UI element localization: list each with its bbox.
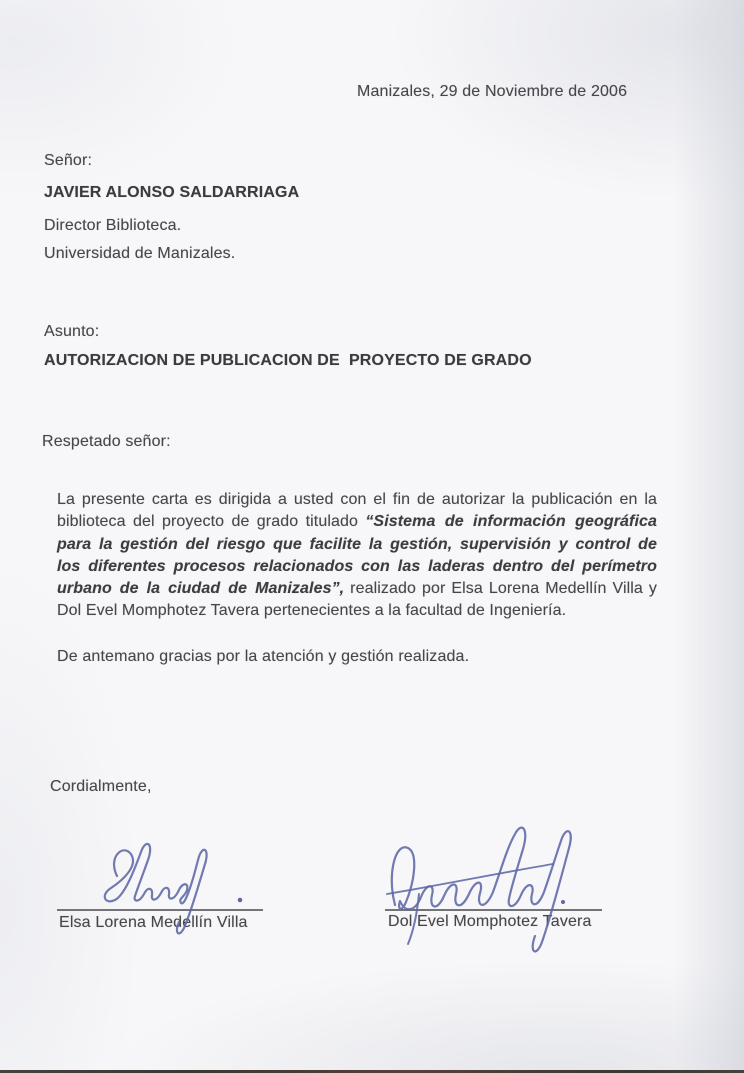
signature-name-1: Elsa Lorena Medellín Villa (59, 914, 248, 931)
body-text-segment-bold-italic: “Sistema de información geográfica para la gestión del riesgo que facilite la gestión, supervisión y control de los diferentes procesos relacionados con las laderas dentro del perímetro urbano de la ciudad de Manizales”, (57, 513, 657, 598)
date-line: Manizales, 29 de Noviembre de 2006 (357, 83, 628, 100)
addressee-salutation: Señor: (44, 152, 93, 169)
addressee-institution: Universidad de Manizales. (44, 245, 236, 262)
subject-label: Asunto: (44, 323, 100, 340)
body-text-segment-normal: La presente carta es dirigida a usted con el fin de autorizar la publicación en la biblioteca del proyecto de grado titulado (57, 491, 657, 531)
handwritten-signature-2 (375, 820, 615, 960)
addressee-title: Director Biblioteca. (44, 217, 182, 234)
body-paragraph (57, 489, 657, 623)
body-text-segment-normal: realizado por Elsa Lorena Medellín Villa y Dol Evel Momphotez Tavera pertenecientes a la facultad de Ingeniería. (57, 580, 657, 620)
addressee-name: JAVIER ALONSO SALDARRIAGA (44, 184, 300, 201)
subject-title: AUTORIZACION DE PUBLICACION DE PROYECTO DE GRADO (44, 352, 532, 369)
signature-name-2: Dol Evel Momphotez Tavera (388, 913, 592, 930)
handwritten-signature-1 (45, 830, 275, 945)
closing: Cordialmente, (50, 778, 152, 795)
greeting: Respetado señor: (42, 433, 171, 450)
thanks-line: De antemano gracias por la atención y gestión realizada. (57, 648, 470, 665)
